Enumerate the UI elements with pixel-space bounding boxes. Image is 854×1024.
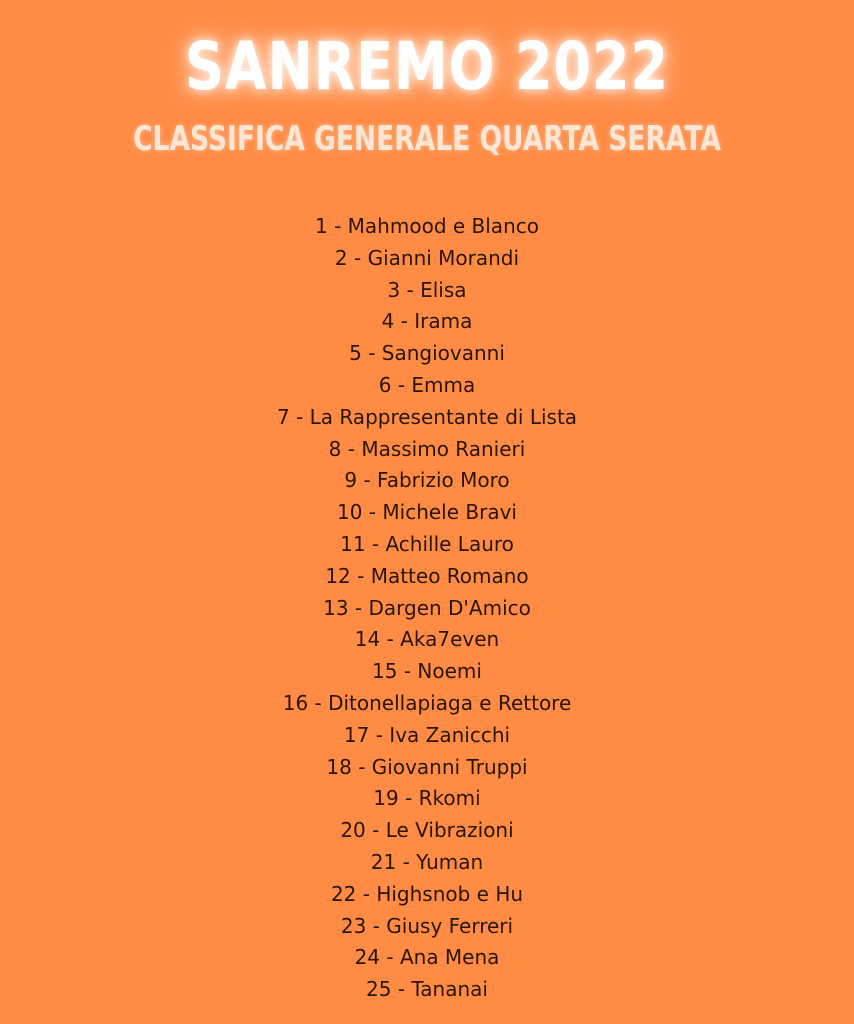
ranking-item: 3 - Elisa xyxy=(387,277,467,302)
ranking-item: 8 - Massimo Ranieri xyxy=(328,436,526,461)
ranking-list xyxy=(0,211,854,1006)
ranking-item: 24 - Ana Mena xyxy=(354,945,500,970)
ranking-item: 7 - La Rappresentante di Lista xyxy=(276,404,578,429)
ranking-item: 10 - Michele Bravi xyxy=(337,500,517,525)
ranking-item: 17 - Iva Zanicchi xyxy=(343,722,511,747)
ranking-item: 11 - Achille Lauro xyxy=(340,531,514,556)
ranking-item: 9 - Fabrizio Moro xyxy=(344,468,510,493)
page-title: SANREMO 2022 xyxy=(185,28,669,105)
ranking-item: 21 - Yuman xyxy=(370,849,484,874)
ranking-item: 18 - Giovanni Truppi xyxy=(326,754,528,779)
ranking-item: 2 - Gianni Morandi xyxy=(334,245,520,270)
ranking-item: 1 - Mahmood e Blanco xyxy=(315,214,539,238)
ranking-item: 16 - Ditonellapiaga e Rettore xyxy=(282,690,572,715)
ranking-item: 25 - Tananai xyxy=(366,977,488,1002)
ranking-item: 20 - Le Vibrazioni xyxy=(340,818,514,843)
ranking-item: 14 - Aka7even xyxy=(354,627,500,652)
ranking-item: 6 - Emma xyxy=(378,372,476,397)
ranking-item: 23 - Giusy Ferreri xyxy=(340,913,514,938)
ranking-item: 12 - Matteo Romano xyxy=(325,563,529,588)
ranking-item: 22 - Highsnob e Hu xyxy=(330,881,524,906)
ranking-item: 19 - Rkomi xyxy=(373,786,481,811)
ranking-item: 5 - Sangiovanni xyxy=(349,341,505,366)
ranking-item: 15 - Noemi xyxy=(372,659,482,684)
page-subtitle: CLASSIFICA GENERALE QUARTA SERATA xyxy=(133,119,721,159)
ranking-item: 4 - Irama xyxy=(381,309,473,334)
ranking-item: 13 - Dargen D'Amico xyxy=(323,595,531,620)
